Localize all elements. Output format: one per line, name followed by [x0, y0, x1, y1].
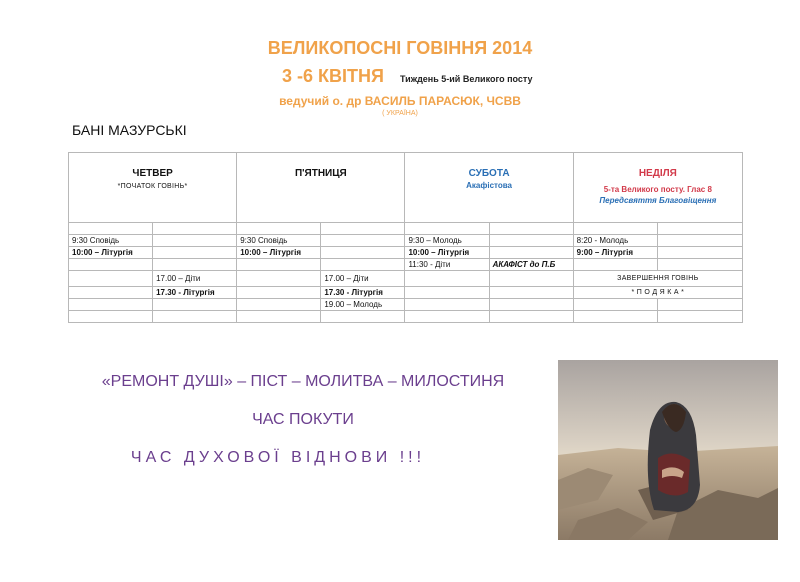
table-cell	[321, 311, 405, 323]
table-cell	[237, 259, 321, 271]
schedule-table	[68, 152, 743, 323]
table-cell	[69, 223, 153, 235]
table-cell: 10:00 – Літургія	[69, 247, 153, 259]
table-cell	[69, 311, 153, 323]
day-name: СУБОТА	[468, 168, 510, 179]
table-cell	[573, 299, 657, 311]
table-cell	[321, 247, 405, 259]
table-cell	[153, 259, 237, 271]
table-cell	[153, 299, 237, 311]
table-cell	[237, 287, 321, 299]
table-cell	[657, 247, 742, 259]
table-cell	[489, 247, 573, 259]
table-cell: 17.00 – Діти	[321, 271, 405, 287]
table-cell	[657, 259, 742, 271]
table-cell	[69, 299, 153, 311]
table-cell	[153, 247, 237, 259]
event-title: ВЕЛИКОПОСНІ ГОВІННЯ 2014	[267, 38, 533, 58]
table-cell	[237, 311, 321, 323]
table-row	[69, 259, 743, 271]
table-cell	[405, 271, 489, 287]
table-cell: 17.30 - Літургія	[321, 287, 405, 299]
table-cell	[489, 223, 573, 235]
event-dates: 3 -6 КВІТНЯ	[282, 66, 384, 86]
table-cell	[657, 311, 742, 323]
table-cell	[405, 311, 489, 323]
table-cell	[321, 223, 405, 235]
table-cell: 9:30 Сповідь	[237, 235, 321, 247]
table-cell	[237, 223, 321, 235]
table-row	[69, 223, 743, 235]
day-subtitle-2: Передсвяття Благовіщення	[599, 196, 717, 205]
table-cell: 17.30 - Літургія	[153, 287, 237, 299]
table-cell	[321, 235, 405, 247]
table-cell: 10:00 – Літургія	[405, 247, 489, 259]
table-cell	[657, 299, 742, 311]
table-cell	[405, 287, 489, 299]
table-cell	[405, 299, 489, 311]
table-cell: 9:00 – Літургія	[573, 247, 657, 259]
christ-in-desert-painting	[558, 360, 778, 540]
day-header-friday	[237, 153, 405, 223]
location-title: БАНІ МАЗУРСЬКІ	[72, 122, 187, 138]
table-cell	[489, 271, 573, 287]
table-cell: 11:30 - Діти	[405, 259, 489, 271]
table-cell: 9:30 – Молодь	[405, 235, 489, 247]
table-cell: 8:20 - Молодь	[573, 235, 657, 247]
day-name: НЕДІЛЯ	[638, 168, 677, 179]
day-subtitle: Акафістова	[466, 181, 512, 190]
table-row	[69, 235, 743, 247]
day-name: П'ЯТНИЦЯ	[294, 168, 347, 179]
table-cell	[237, 299, 321, 311]
table-row	[69, 299, 743, 311]
table-cell	[69, 287, 153, 299]
table-cell	[69, 271, 153, 287]
repentance-line: ЧАС ПОКУТИ	[252, 411, 354, 428]
table-cell: 10:00 – Літургія	[237, 247, 321, 259]
event-host: ведучий о. др ВАСИЛЬ ПАРАСЮК, ЧСВВ	[279, 94, 521, 108]
table-cell	[573, 259, 657, 271]
table-row	[69, 311, 743, 323]
thanksgiving-label: * П О Д Я К А *	[573, 287, 742, 299]
event-dates-subtitle: Тиждень 5-ий Великого посту	[400, 74, 533, 84]
table-cell	[489, 287, 573, 299]
table-row	[69, 271, 743, 287]
table-cell	[573, 311, 657, 323]
table-cell: 9:30 Сповідь	[69, 235, 153, 247]
table-cell	[69, 259, 153, 271]
table-row	[69, 287, 743, 299]
day-name: ЧЕТВЕР	[132, 168, 173, 179]
table-cell	[573, 223, 657, 235]
table-cell: 17.00 – Діти	[153, 271, 237, 287]
table-cell	[153, 311, 237, 323]
table-cell	[405, 223, 489, 235]
renewal-line: ЧАС ДУХОВОЇ ВІДНОВИ !!!	[130, 449, 426, 466]
host-country: ( УКРАЇНА)	[382, 110, 418, 117]
table-cell	[657, 235, 742, 247]
table-cell	[153, 223, 237, 235]
day-header-saturday	[405, 153, 573, 223]
day-header-sunday	[573, 153, 742, 223]
table-cell	[657, 223, 742, 235]
table-cell	[237, 271, 321, 287]
schedule-header-row	[69, 153, 743, 223]
table-cell	[489, 235, 573, 247]
day-header-thursday	[69, 153, 237, 223]
table-cell	[489, 299, 573, 311]
table-cell	[153, 235, 237, 247]
slogan: «РЕМОНТ ДУШІ» – ПІСТ – МОЛИТВА – МИЛОСТИНЯ	[101, 373, 505, 390]
table-cell: АКАФІСТ до П.Б	[489, 259, 573, 271]
closing-label: ЗАВЕРШЕННЯ ГОВІНЬ	[573, 271, 742, 287]
table-row	[69, 247, 743, 259]
table-cell: 19.00 – Молодь	[321, 299, 405, 311]
day-subtitle: 5-та Великого посту. Глас 8	[603, 185, 712, 194]
day-subtitle: *ПОЧАТОК ГОВІНЬ*	[117, 183, 188, 190]
table-cell	[489, 311, 573, 323]
table-cell	[321, 259, 405, 271]
